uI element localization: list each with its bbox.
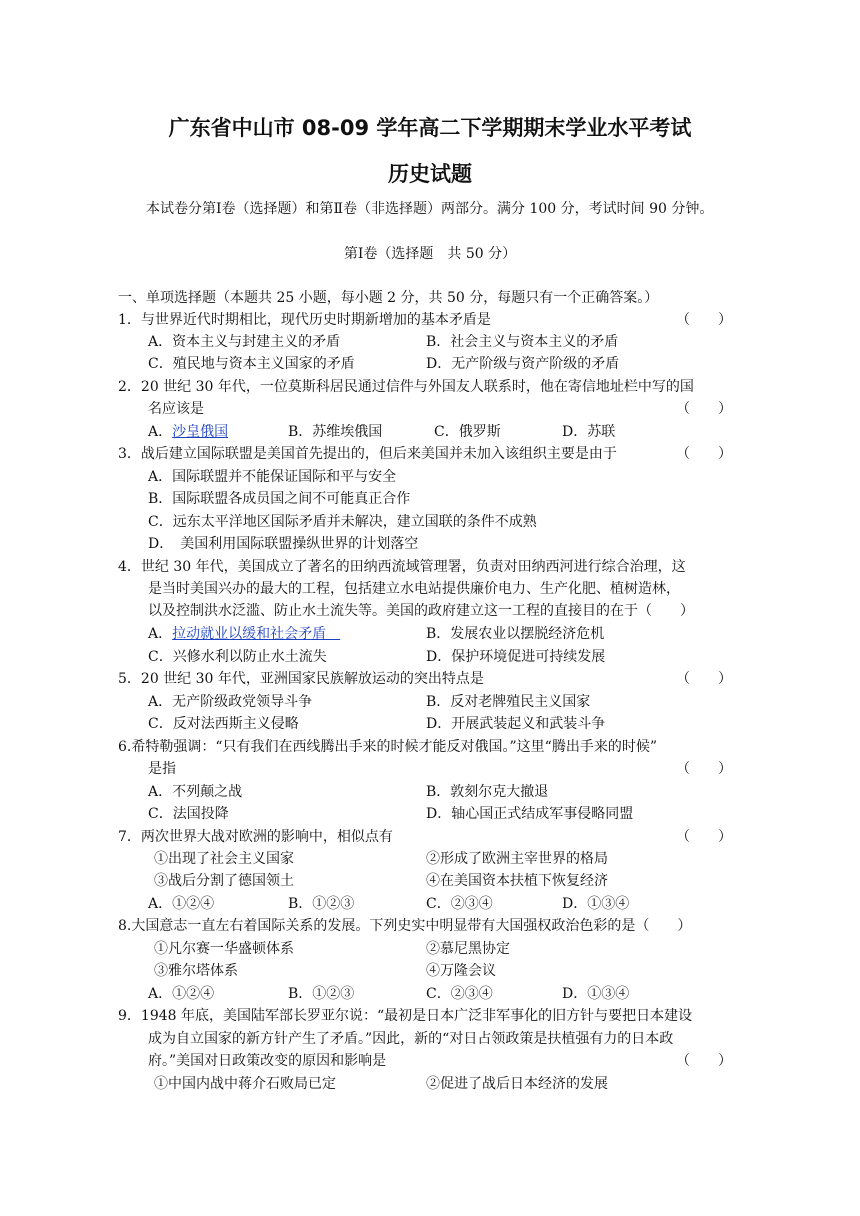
option-b: B．发展农业以摆脱经济危机	[426, 626, 605, 642]
option-a: A．无产阶级政党领导斗争	[148, 694, 313, 710]
part-heading: 一、单项选择题（本题共 25 小题，每小题 2 分，共 50 分，每题只有一个正确答案。）	[118, 290, 659, 306]
statement-4: ④在美国资本扶植下恢复经济	[426, 873, 608, 889]
statement-3: ③雅尔塔体系	[154, 963, 238, 979]
statement-2: ②慕尼黑协定	[426, 941, 510, 957]
option-b: B．敦刻尔克大撤退	[426, 784, 549, 800]
statement-4: ④万隆会议	[426, 963, 496, 979]
option-d: D．开展武装起义和武装斗争	[426, 716, 606, 732]
option-b: B．①②③	[288, 986, 355, 1002]
answer-blank: （ ）	[676, 1053, 732, 1069]
question-9-stem-cont: 府。”美国对日政策改变的原因和影响是	[148, 1053, 387, 1069]
option-a: A．①②④	[148, 986, 215, 1002]
option-c: C．反对法西斯主义侵略	[148, 716, 299, 732]
option-label: A．	[148, 626, 173, 642]
statement-1: ①凡尔赛一华盛顿体系	[154, 941, 294, 957]
question-7-stem: 7．两次世界大战对欧洲的影响中，相似点有	[118, 829, 393, 845]
statement-2: ②促进了战后日本经济的发展	[426, 1076, 608, 1092]
answer-blank: （ ）	[676, 446, 732, 462]
section-heading: 第Ⅰ卷（选择题 共 50 分）	[343, 246, 517, 262]
question-2-stem-cont: 名应该是	[148, 401, 204, 417]
option-d: D．轴心国正式结成军事侵略同盟	[426, 806, 634, 822]
option-a: A．不列颠之战	[148, 784, 243, 800]
question-1-stem: 1．与世界近代时期相比，现代历史时期新增加的基本矛盾是	[118, 312, 491, 328]
question-2-stem: 2．20 世纪 30 年代，一位莫斯科居民通过信件与外国友人联系时，他在寄信地址栏中写的国	[118, 379, 694, 395]
exam-intro: 本试卷分第Ⅰ卷（选择题）和第Ⅱ卷（非选择题）两部分。满分 100 分，考试时间 90 分钟。	[146, 201, 714, 217]
question-9-stem-cont: 成为自立国家的新方针产生了矛盾。”因此，新的“对日占领政策是扶植强有力的日本政	[148, 1031, 674, 1047]
statement-2: ②形成了欧洲主宰世界的格局	[426, 851, 608, 867]
question-8-stem: 8.大国意志一直左右着国际关系的发展。下列史实中明显带有大国强权政治色彩的是（ ）	[118, 918, 692, 934]
question-4-stem: 4．世纪 30 年代，美国成立了著名的田纳西流域管理署，负责对田纳西河进行综合治理，这	[118, 559, 686, 575]
question-3-stem: 3．战后建立国际联盟是美国首先提出的，但后来美国并未加入该组织主要是由于	[118, 446, 617, 462]
option-b: B．苏维埃俄国	[288, 424, 383, 440]
option-a: A．资本主义与封建主义的矛盾	[148, 334, 341, 350]
question-4-stem-cont: 以及控制洪水泛滥、防止水土流失等。美国的政府建立这一工程的直接目的在于（ ）	[148, 603, 694, 619]
statement-1: ①出现了社会主义国家	[154, 851, 294, 867]
option-d: D． 美国利用国际联盟操纵世界的计划落空	[148, 536, 419, 552]
statement-3: ③战后分割了德国领土	[154, 873, 294, 889]
option-a-link[interactable]: 拉动就业以缓和社会矛盾	[172, 626, 341, 642]
option-c: C．殖民地与资本主义国家的矛盾	[148, 356, 355, 372]
option-a-link[interactable]: 沙皇俄国	[172, 424, 229, 440]
statement-1: ①中国内战中蒋介石败局已定	[154, 1076, 336, 1092]
question-4-stem-cont: 是当时美国兴办的最大的工程，包括建立水电站提供廉价电力、生产化肥、植树造林，	[148, 581, 680, 597]
option-c: C．②③④	[426, 986, 493, 1002]
option-b: B．社会主义与资本主义的矛盾	[426, 334, 619, 350]
exam-subtitle: 历史试题	[388, 162, 472, 186]
option-a: A．国际联盟并不能保证国际和平与安全	[148, 469, 397, 485]
answer-blank: （ ）	[676, 312, 732, 328]
question-6-stem: 6.希特勒强调：“只有我们在西线腾出手来的时候才能反对俄国。”这里“腾出手来的时候”	[118, 739, 657, 755]
option-c: C．法国投降	[148, 806, 229, 822]
option-a: A．①②④	[148, 896, 215, 912]
option-b: B．①②③	[288, 896, 355, 912]
option-d: D．无产阶级与资产阶级的矛盾	[426, 356, 620, 372]
answer-blank: （ ）	[676, 829, 732, 845]
option-d: D．①③④	[562, 896, 630, 912]
option-d: D．①③④	[562, 986, 630, 1002]
option-d: D．保护环境促进可持续发展	[426, 649, 606, 665]
option-c: C．俄罗斯	[434, 424, 501, 440]
exam-title: 广东省中山市 08-09 学年高二下学期期末学业水平考试	[168, 116, 692, 140]
option-c: C．②③④	[426, 896, 493, 912]
option-b: B．国际联盟各成员国之间不可能真正合作	[148, 491, 411, 507]
option-c: C．远东太平洋地区国际矛盾并未解决，建立国联的条件不成熟	[148, 514, 537, 530]
option-a	[148, 623, 340, 645]
question-6-stem-cont: 是指	[148, 761, 176, 777]
answer-blank: （ ）	[676, 401, 732, 417]
answer-blank: （ ）	[676, 761, 732, 777]
question-5-stem: 5．20 世纪 30 年代，亚洲国家民族解放运动的突出特点是	[118, 671, 484, 687]
option-label: A．	[148, 424, 173, 440]
question-9-stem: 9．1948 年底，美国陆军部长罗亚尔说：“最初是日本广泛非军事化的旧方针与要把日本建设	[118, 1008, 693, 1024]
answer-blank: （ ）	[676, 671, 732, 687]
option-d: D．苏联	[562, 424, 616, 440]
option-a	[148, 421, 228, 443]
option-c: C．兴修水利以防止水土流失	[148, 649, 327, 665]
option-b: B．反对老牌殖民主义国家	[426, 694, 591, 710]
